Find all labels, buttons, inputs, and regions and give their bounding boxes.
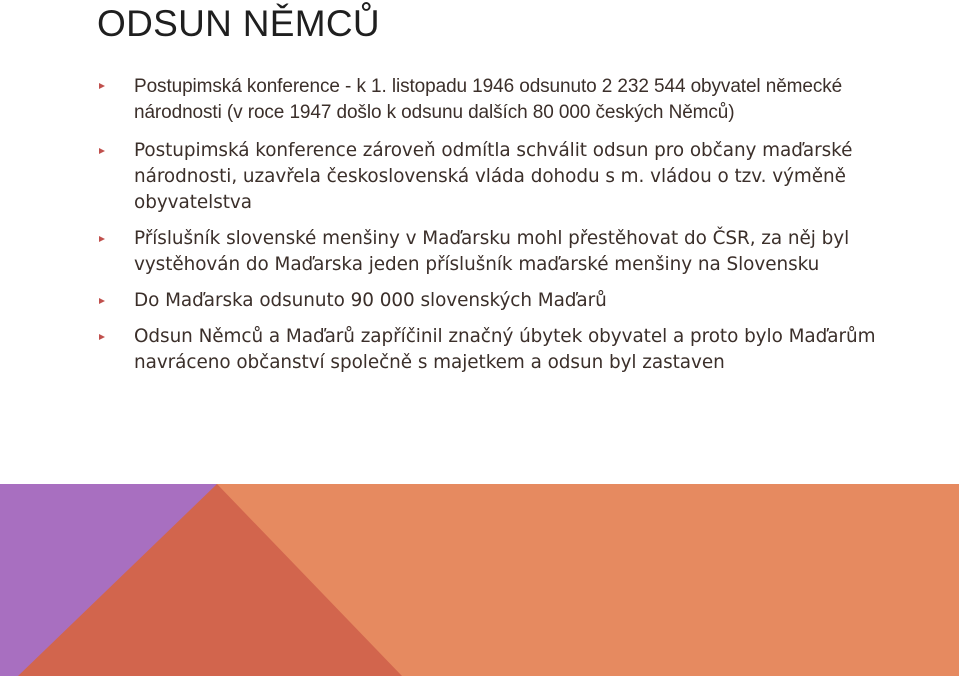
bullet-item xyxy=(97,74,877,126)
bullet-text: Postupimská konference - k 1. listopadu 1946 odsunuto 2 232 544 obyvatel německé národnosti (v roce 1947 došlo k odsunu dalších 80 000 českých Němců) xyxy=(134,76,843,123)
bullet-marker-icon xyxy=(99,236,105,242)
bullet-item xyxy=(97,324,877,376)
bullet-marker-icon xyxy=(99,148,105,154)
bullet-item xyxy=(97,226,877,278)
bullet-text: Příslušník slovenské menšiny v Maďarsku mohl přestěhovat do ČSR, za něj byl vystěhován do Maďarska jeden příslušník maďarské menšiny na Slovensku xyxy=(134,228,850,275)
bullet-marker-icon xyxy=(99,334,105,340)
bullet-text: Postupimská konference zároveň odmítla schválit odsun pro občany maďarské národnosti, uzavřela československá vláda dohodu s m. vládou o tzv. výměně obyvatelstva xyxy=(134,140,853,213)
slide-title: ODSUN NĚMCŮ xyxy=(97,3,380,44)
bullet-text: Odsun Němců a Maďarů zapříčinil značný úbytek obyvatel a proto bylo Maďarům navráceno občanství společně s majetkem a odsun byl zastaven xyxy=(134,326,876,373)
bullet-marker-icon xyxy=(99,298,105,304)
decorative-bottom-band xyxy=(0,484,959,676)
bullet-list xyxy=(97,74,877,376)
bullet-text: Do Maďarska odsunuto 90 000 slovenských Maďarů xyxy=(134,290,607,311)
bullet-item xyxy=(97,288,877,314)
bullet-item xyxy=(97,138,877,216)
bullet-marker-icon xyxy=(99,83,105,89)
